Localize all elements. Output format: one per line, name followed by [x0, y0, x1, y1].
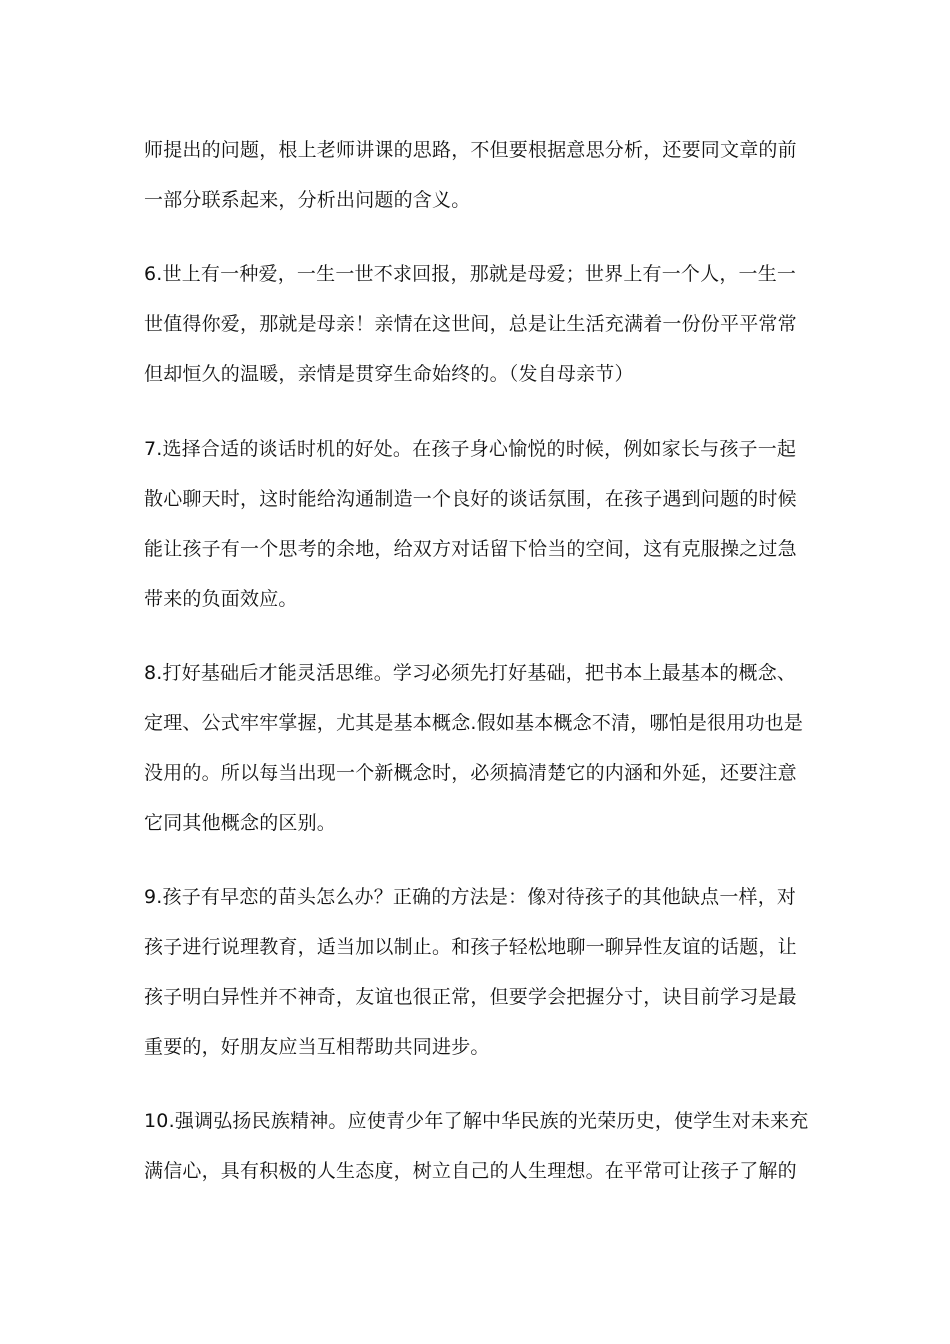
- paragraph-5-line-2: 一部分联系起来，分析出问题的含义。: [144, 189, 471, 211]
- paragraph-10-line-1: 10.强调弘扬民族精神。应使青少年了解中华民族的光荣历史，使学生对未来充: [144, 1110, 809, 1132]
- paragraph-7-line-4: 带来的负面效应。: [144, 588, 298, 610]
- paragraph-8-line-4: 它同其他概念的区别。: [144, 812, 337, 834]
- paragraph-7-line-2: 散心聊天时，这时能给沟通制造一个良好的谈话氛围，在孩子遇到问题的时候: [144, 488, 797, 510]
- paragraph-6-line-1: 6.世上有一种爱，一生一世不求回报，那就是母爱；世界上有一个人，一生一: [144, 263, 797, 285]
- paragraph-9-line-2: 孩子进行说理教育，适当加以制止。和孩子轻松地聊一聊异性友谊的话题，让: [144, 936, 797, 958]
- paragraph-7-line-1: 7.选择合适的谈话时机的好处。在孩子身心愉悦的时候，例如家长与孩子一起: [144, 438, 797, 460]
- paragraph-8-line-1: 8.打好基础后才能灵活思维。学习必须先打好基础，把书本上最基本的概念、: [144, 662, 797, 684]
- paragraph-6-line-3: 但却恒久的温暖，亲情是贯穿生命始终的。（发自母亲节）: [144, 363, 634, 385]
- paragraph-10-line-2: 满信心，具有积极的人生态度，树立自己的人生理想。在平常可让孩子了解的: [144, 1160, 797, 1182]
- paragraph-9-line-1: 9.孩子有早恋的苗头怎么办？正确的方法是：像对待孩子的其他缺点一样，对: [144, 886, 797, 908]
- paragraph-6-line-2: 世值得你爱，那就是母亲！亲情在这世间，总是让生活充满着一份份平平常常: [144, 313, 797, 335]
- paragraph-9-line-3: 孩子明白异性并不神奇，友谊也很正常，但要学会把握分寸，诀目前学习是最: [144, 986, 797, 1008]
- paragraph-8-line-2: 定理、公式牢牢掌握，尤其是基本概念.假如基本概念不清，哪怕是很用功也是: [144, 712, 804, 734]
- paragraph-7-line-3: 能让孩子有一个思考的余地，给双方对话留下恰当的空间，这有克服操之过急: [144, 538, 797, 560]
- paragraph-8-line-3: 没用的。所以每当出现一个新概念时，必须搞清楚它的内涵和外延，还要注意: [144, 762, 797, 784]
- paragraph-9-line-4: 重要的，好朋友应当互相帮助共同进步。: [144, 1036, 490, 1058]
- paragraph-5-line-1: 师提出的问题，根上老师讲课的思路，不但要根据意思分析，还要同文章的前: [144, 139, 797, 161]
